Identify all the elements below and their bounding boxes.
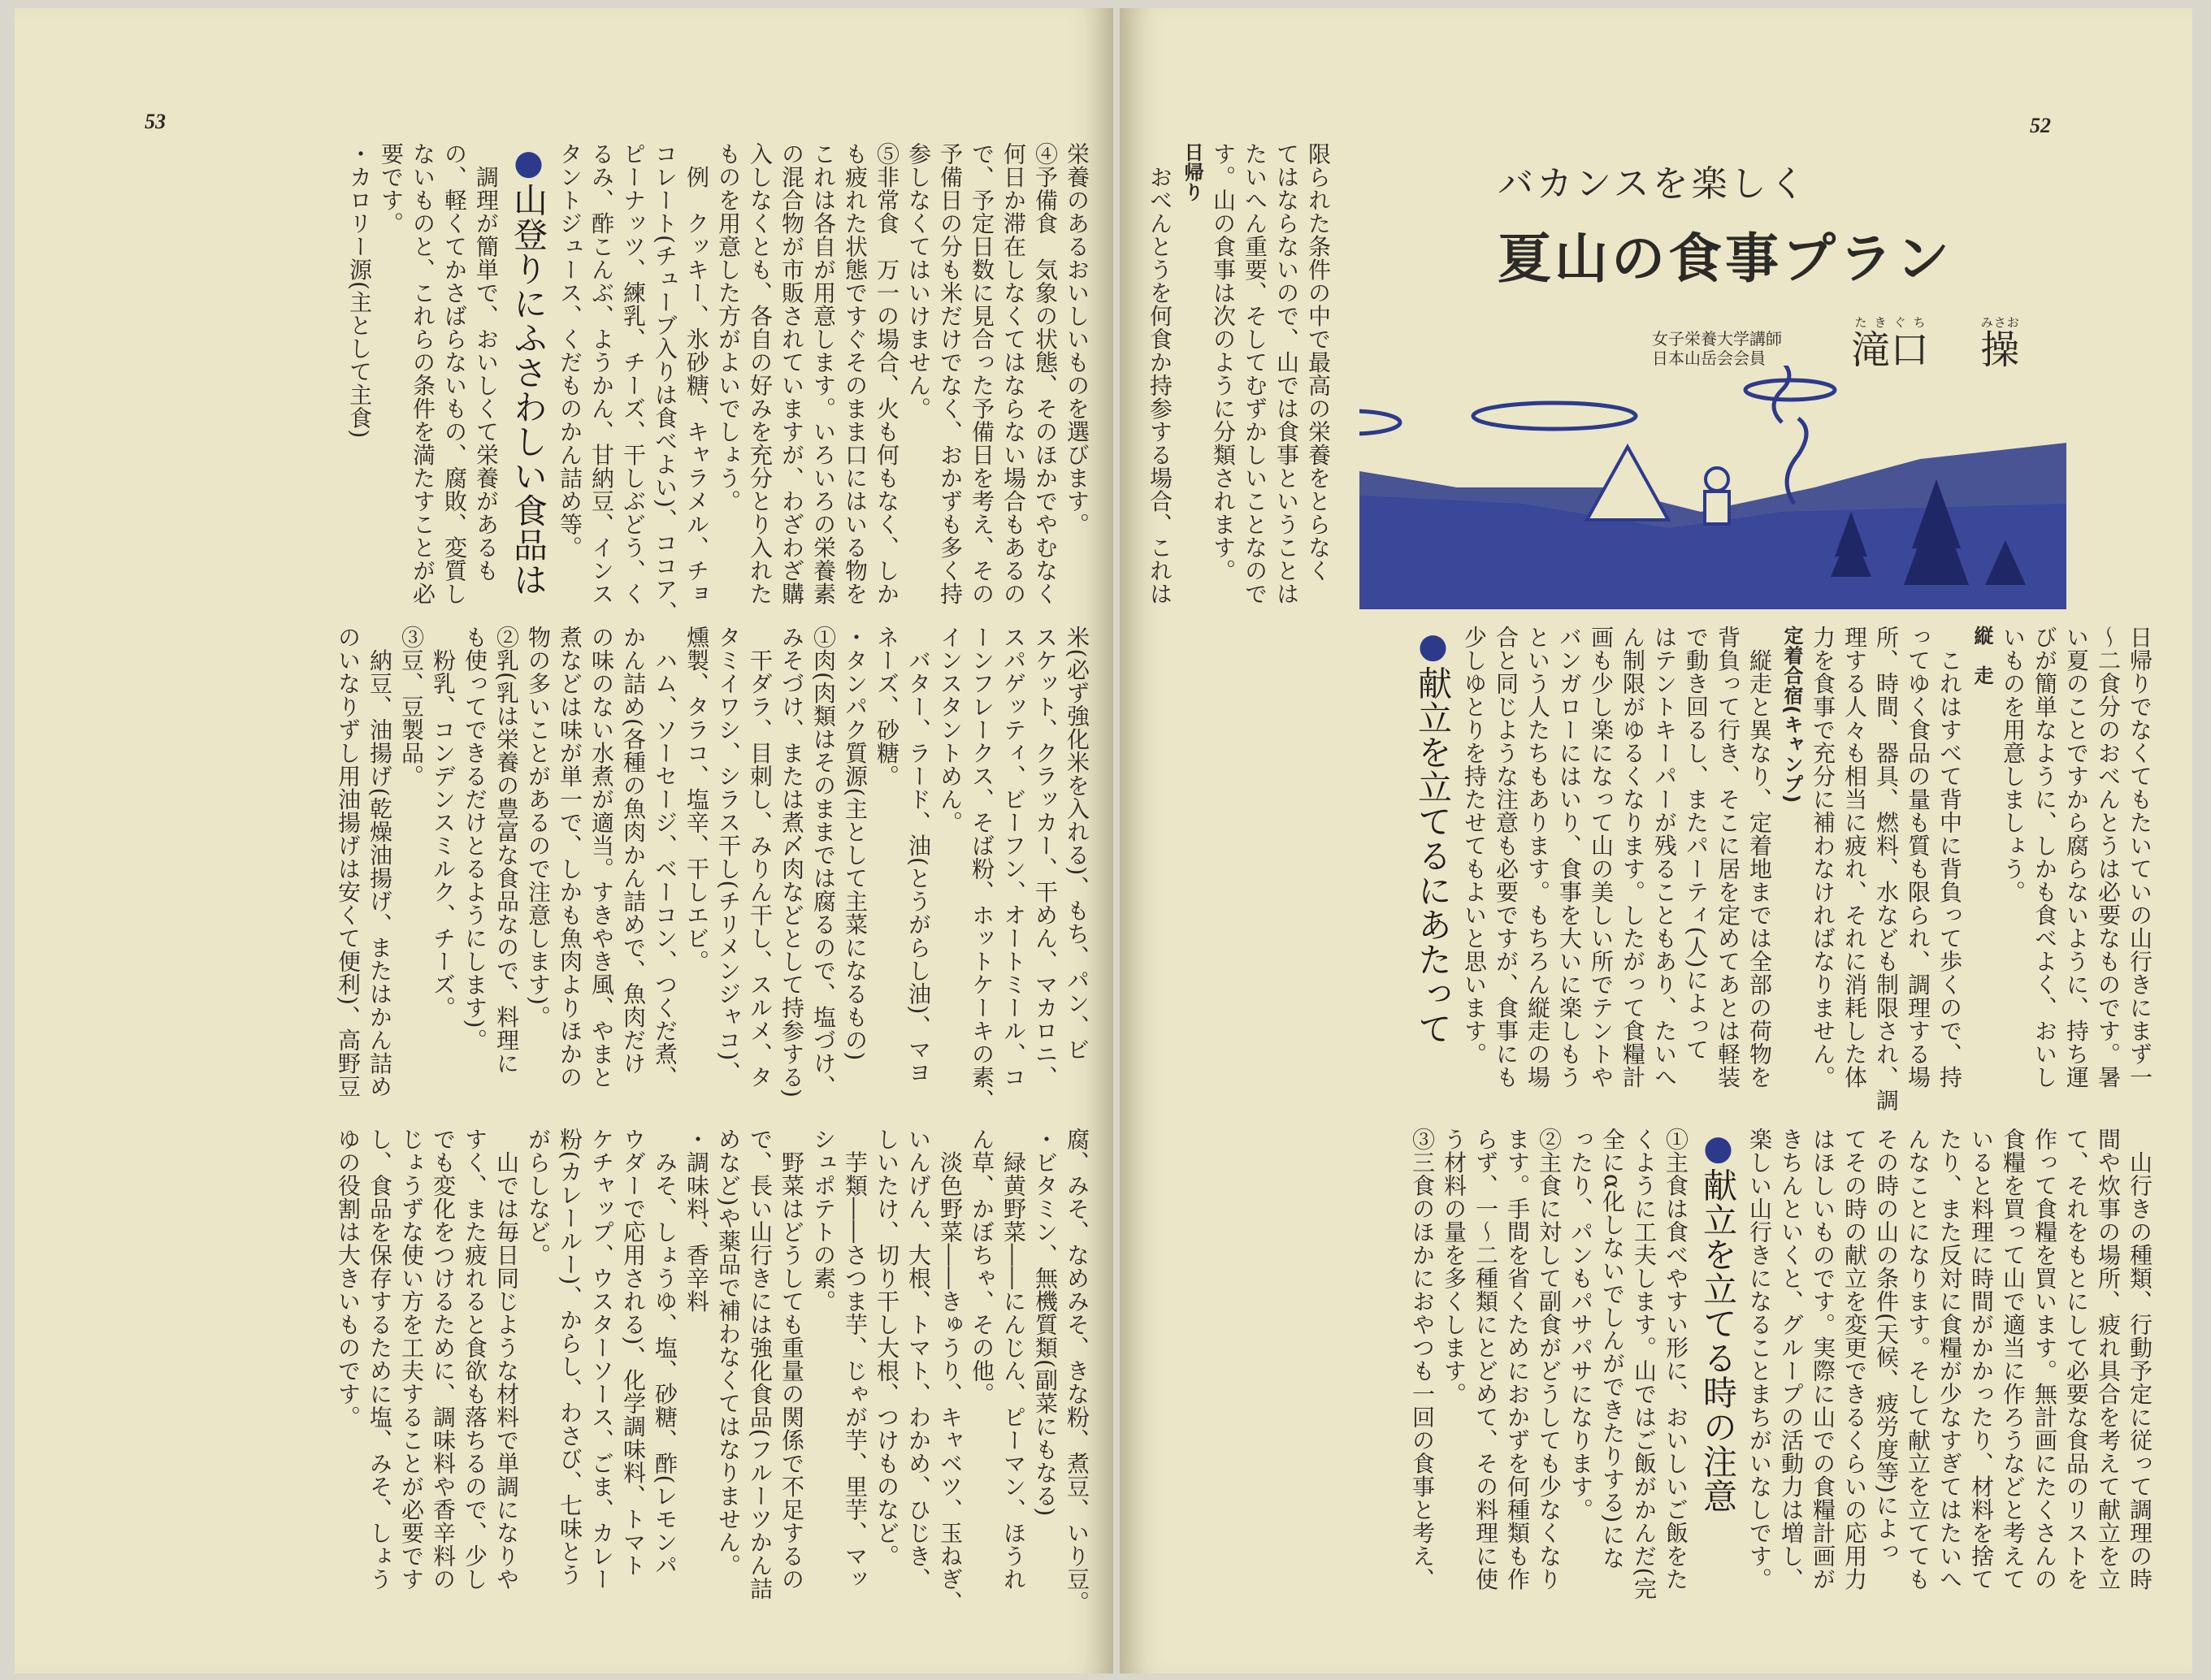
subheading: 縦 走: [1970, 626, 1993, 686]
article-title: 夏山の食事プラン: [1498, 227, 1953, 290]
text-line: くように工夫します。山ではご飯がかんだ(完: [1631, 1128, 1658, 1600]
text-line: 少しゆとりを持たせてもよいと思います。: [1461, 626, 1488, 1066]
text-line: い夏のことですから腐らないように、持ち運: [2063, 626, 2090, 1089]
text-line: 燻製、タラコ、塩辛、干しエビ。: [683, 626, 710, 973]
text-line: 芋類――さつま芋、じゃが芋、里芋、マッ: [842, 1128, 869, 1591]
author-affiliation: [1652, 329, 1782, 368]
text-line: 楽しい山行きになることまちがいなしです。: [1746, 1128, 1773, 1591]
text-line: ってゆく食品の量も質も限られ、調理する場: [1905, 626, 1931, 1089]
text-line: ③豆、豆製品。: [398, 626, 425, 788]
text-line: ①主食は食べやすい形に、おいしいご飯をた: [1663, 1128, 1689, 1591]
text-line: めなど)や薬品で補わなくてはなりません。: [715, 1128, 742, 1577]
text-line: はテントキーパーが残ることもあり、たいへ: [1651, 626, 1678, 1089]
text-line: 山行きの種類、行動予定に従って調理の時: [2126, 1128, 2153, 1591]
text-line: たいへん重要、そしてむずかしいことなので: [1242, 142, 1268, 605]
text-line: いんげん、大根、トマト、わかめ、ひじき、: [905, 1128, 932, 1591]
cloud-icon: [1473, 403, 1636, 429]
text-line: スケット、クラッカー、干めん、マカロニ、: [1032, 626, 1059, 1089]
author-given-reading: みさお: [1980, 315, 2020, 330]
text-line: たり、また反対に食糧が少なすぎてはたいへ: [1936, 1128, 1963, 1591]
text-line: 間や炊事の場所、疲れ具合を考えて献立を立: [2095, 1128, 2122, 1591]
right-bottom-text: [1407, 1128, 2156, 1648]
text-line: う材料の量を多くします。: [1441, 1128, 1467, 1405]
text-line: バンガローにはいり、食事を大いに楽しもう: [1556, 626, 1583, 1089]
text-line: も使ってできるだけとるようにします)。: [462, 626, 488, 1052]
text-line: 例 クッキー、氷砂糖、キャラメル、チョ: [683, 142, 710, 605]
text-line: のいなりずし用油揚げは安くて便利)、高野豆: [335, 626, 362, 1098]
text-line: ⑤非常食 万一の場合、火も何もなく、しか: [874, 142, 900, 605]
author-given-name: 操: [1980, 327, 2020, 373]
section-heading: ●献立を立てる時の注意: [1698, 1128, 1738, 1513]
right-middle-text: [1407, 626, 2156, 1129]
mountain-camp-illustration: [1359, 366, 2066, 609]
text-line: ケチャップ、ウスターソース、ごま、カレー: [588, 1128, 615, 1591]
text-line: おべんとうを何食か持参する場合、これは: [1147, 142, 1173, 605]
text-line: じょうずな使い方を工夫することが必要です: [398, 1128, 425, 1591]
text-line: ウダーで応用される)、化学調味料、トマト: [620, 1128, 647, 1577]
text-line: ②主食に対して副食がどうしても少なくなり: [1536, 1128, 1563, 1591]
text-line: その時の山の条件(天候、疲労度等)によっ: [1873, 1128, 1900, 1563]
tent-icon: [1587, 447, 1668, 520]
text-line: ん制限がゆるくなります。したがって食糧計: [1619, 626, 1646, 1089]
text-line: ものを用意した方がよいでしょう。: [715, 142, 742, 513]
text-line: の、軽くてかさばらないもの、腐敗、変質し: [441, 142, 468, 605]
author-family-name: 滝口: [1851, 327, 1930, 373]
text-line: ・タンパク質源(主として主菜になるもの): [842, 626, 869, 1061]
author-affiliation-2: 日本山岳会会員: [1652, 349, 1766, 368]
text-line: ピーナッツ、練乳、チーズ、干しぶどう、く: [620, 142, 647, 605]
text-line: 緑黄野菜――にんじん、ピーマン、ほうれ: [1000, 1128, 1027, 1591]
text-line: も疲れた状態ですぐそのまま口にはいる物を: [842, 142, 869, 605]
text-line: んなことになります。そして献立を立てても: [1905, 1128, 1931, 1591]
text-line: これは各自が用意します。いろいろの栄養素: [810, 142, 837, 605]
text-line: す。山の食事は次のように分類されます。: [1210, 142, 1237, 582]
text-line: きちんといくと、グループの活動力は増し、: [1778, 1128, 1805, 1591]
article-kicker: バカンスを楽しく: [1498, 163, 1809, 205]
text-line: ・調味料、香辛料: [683, 1128, 710, 1313]
text-line: いものを用意しましょう。: [2000, 626, 2027, 903]
text-line: インスタントめん。: [937, 626, 964, 834]
text-line: 山では毎日同じような材料で単調になりや: [493, 1128, 520, 1591]
text-line: しいたけ、切り干し大根、つけものなど。: [874, 1128, 900, 1568]
text-line: ます。手間を省くためにおかずを何種類も作: [1504, 1128, 1531, 1591]
text-line: 食糧を買って山で適当に作ろうなどと考えて: [2000, 1128, 2027, 1591]
text-line: ーンフレークス、そば粉、ホットケーキの素、: [969, 626, 995, 1112]
text-line: てはならないので、山では食事ということは: [1273, 142, 1300, 605]
right-page: [1120, 8, 2192, 1674]
author-affiliation-1: 女子栄養大学講師: [1652, 329, 1782, 349]
text-line: 画も少し楽になって山の美しい所でテントや: [1588, 626, 1615, 1089]
left-bottom-text: [332, 1128, 1093, 1664]
text-line: ったり、パンもパサパサになります。: [1567, 1128, 1594, 1522]
text-line: し、食品を保存するために塩、みそ、しょう: [366, 1128, 393, 1591]
text-line: ～二食分のおべんとうは必要なものです。暑: [2095, 626, 2122, 1089]
text-line: 全にα化しないでしんができたりする)にな: [1599, 1128, 1626, 1570]
subheading: 定着合宿(キャンプ): [1780, 626, 1803, 803]
text-line: バター、ラード、油(とうがらし油)、マヨ: [905, 626, 932, 1085]
text-line: ないものと、これらの条件を満たすことが必: [410, 142, 436, 605]
intro-text: [1144, 142, 1334, 630]
text-line: すく、また疲れると食欲も落ちるので、少し: [462, 1128, 488, 1591]
text-line: 納豆、油揚げ(乾燥油揚げ、またはかん詰め: [366, 626, 393, 1098]
text-line: 干ダラ、目刺し、みりん干し、スルメ、タ: [747, 626, 774, 1089]
author-family-reading: たきぐち: [1851, 315, 1930, 330]
text-line: 作って食糧を買います。無計画にたくさんの: [2031, 1128, 2058, 1591]
text-line: 予備日の分も米だけでなく、おかずも多く持: [937, 142, 964, 605]
section-heading: ●山登りにふさわしい食品は: [509, 142, 548, 597]
text-line: という人たちもあります。もちろん縦走の場: [1524, 626, 1551, 1089]
text-line: ④予備食 気象の状態、そのほかでやむなく: [1032, 142, 1059, 605]
text-line: 要です。: [378, 142, 405, 235]
text-line: 粉(カレールー)、からし、わさび、七味とう: [557, 1128, 583, 1587]
text-line: 腐、みそ、なめみそ、きな粉、煮豆、いり豆。: [1064, 1128, 1090, 1614]
text-line: 所、時間、器具、燃料、水なども制限され、調: [1873, 626, 1900, 1112]
text-line: ②乳(乳は栄養の豊富な食品なので、料理に: [493, 626, 520, 1075]
text-line: 縦走と異なり、定着地までは全部の荷物を: [1746, 626, 1773, 1089]
text-line: ネーズ、砂糖。: [874, 626, 900, 788]
left-page: [15, 8, 1113, 1674]
subheading: 日帰り: [1181, 142, 1203, 202]
text-line: タミイワシ、シラス干し(チリメンジャコ)、: [715, 626, 742, 1085]
text-line: ③三食のほかにおやつも一回の食事と考え、: [1409, 1128, 1436, 1591]
text-line: いると料理に時間がかかったり、材料を捨て: [1968, 1128, 1995, 1591]
text-line: ①肉(肉類はそのままでは腐るので、塩づけ、: [810, 626, 837, 1098]
text-line: スパゲッティ、ビーフン、オートミール、コ: [1000, 626, 1027, 1089]
text-line: 煮などは味が単一で、しかも魚肉よりほかの: [557, 626, 583, 1089]
text-line: がらしなど。: [525, 1128, 552, 1266]
text-line: の味のない水煮が適当。すきやき風、やまと: [588, 626, 615, 1089]
text-line: コレート(チューブ入りは食べよい)、ココア、: [652, 142, 678, 624]
text-line: みそづけ、または煮〆肉などとして持参する): [778, 626, 805, 1098]
text-line: これはすべて背中に背負って歩くので、持: [1936, 626, 1963, 1089]
left-middle-text: [332, 626, 1093, 1129]
page-number: 53: [145, 110, 166, 133]
text-line: 物の多いことがあるので注意します)。: [525, 626, 552, 1028]
text-line: 粉乳、コンデンスミルク、チーズ。: [430, 626, 457, 1020]
left-top-text: [344, 142, 1093, 630]
text-line: みそ、しょうゆ、塩、砂糖、酢(レモンパ: [652, 1128, 678, 1577]
section-heading: ●献立を立てるにあたって: [1413, 626, 1453, 1046]
text-line: で、長い山行きには強化食品(フルーツかん詰: [747, 1128, 774, 1600]
text-line: はほしいものです。実際に山での食糧計画が: [1810, 1128, 1836, 1591]
text-line: 栄養のあるおいしいものを選びます。: [1064, 142, 1090, 536]
text-line: 野菜はどうしても重量の関係で不足するの: [778, 1128, 805, 1591]
text-line: で動き回るし、またパーティ(人)によって: [1683, 626, 1710, 1061]
text-line: ・カロリー源(主として主食): [346, 142, 373, 439]
text-line: 入しなくとも、各自の好みを充分とり入れた: [747, 142, 774, 605]
text-line: シュポテトの素。: [810, 1128, 837, 1313]
text-line: 調理が簡単で、おいしくて栄養があるも: [473, 142, 500, 582]
text-line: ゆの役割は大きいものです。: [335, 1128, 362, 1429]
text-line: びが簡単なように、しかも食べよく、おいし: [2031, 626, 2058, 1089]
text-line: ・ビタミン、無機質類(副菜にもなる): [1032, 1128, 1059, 1517]
text-line: るみ、酢こんぶ、ようかん、甘納豆、インス: [588, 142, 615, 605]
text-line: てその時の献立を変更できるくらいの応用力: [1841, 1128, 1868, 1591]
text-line: 日帰りでなくてもたいていの山行きにまず一: [2126, 626, 2153, 1089]
text-line: でも変化をつけるために、調味料や香辛料の: [430, 1128, 457, 1591]
text-line: ん草、かぼちゃ、その他。: [969, 1128, 995, 1405]
text-line: 力を食事で充分に補わなければなりません。: [1810, 626, 1836, 1089]
text-line: 何日か滞在しなくてはならない場合もあるの: [1000, 142, 1027, 605]
text-line: 参しなくてはいけません。: [905, 142, 932, 420]
text-line: で、予定日数に見合った予備日を考え、その: [969, 142, 995, 605]
text-line: 限られた条件の中で最高の栄養をとらなく: [1305, 142, 1332, 582]
cloud-icon: [1745, 380, 1835, 400]
text-line: らず、一～二種類にとどめて、その料理に使: [1472, 1128, 1499, 1591]
text-line: タントジュース、くだものかん詰め等。: [557, 142, 583, 559]
text-line: の混合物が市販されていますが、わざわざ購: [778, 142, 805, 605]
cloud-icon: [1359, 411, 1400, 434]
text-line: ハム、ソーセージ、ベーコン、つくだ煮、: [652, 626, 678, 1089]
text-line: 淡色野菜――きゅうり、キャベツ、玉ねぎ、: [937, 1128, 964, 1614]
text-line: 合と同じような注意も必要ですが、食事にも: [1493, 626, 1520, 1089]
hiker-icon: [1706, 468, 1728, 491]
smoke: [1774, 366, 1789, 422]
text-line: 理する人々も相当に疲れ、それに消耗した体: [1841, 626, 1868, 1089]
text-line: て、それをもとにして必要な食品のリストを: [2063, 1128, 2090, 1591]
text-line: かん詰め(各種の魚肉かん詰めで、魚肉だけ: [620, 626, 647, 1075]
page-number: 52: [2030, 114, 2051, 137]
text-line: 米(必ず強化米を入れる)、もち、パン、ビ: [1064, 626, 1090, 1061]
text-line: 背負って行き、そこに居を定めてあとは軽装: [1715, 626, 1741, 1089]
